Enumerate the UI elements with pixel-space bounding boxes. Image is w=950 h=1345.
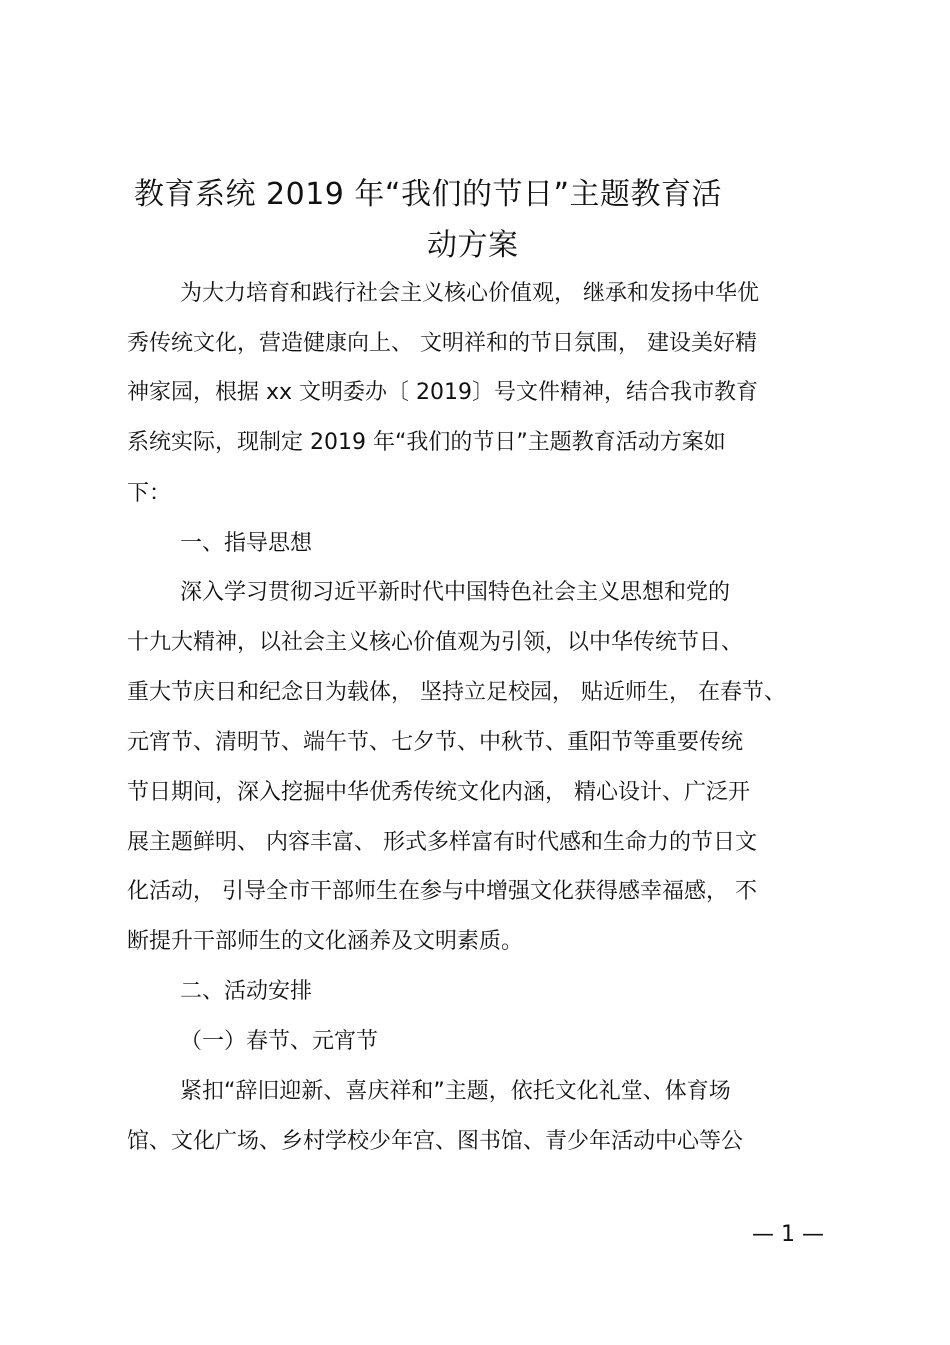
document-title-line-1: 教育系统 2019 年“我们的节日”主题教育活 bbox=[134, 177, 723, 212]
document-title-line-2: 动方案 bbox=[427, 228, 519, 263]
body-line: 馆、文化广场、乡村学校少年宫、图书馆、青少年活动中心等公 bbox=[127, 1129, 744, 1154]
body-line: 紧扣“辞旧迎新、喜庆祥和”主题，依托文化礼堂、体育场 bbox=[180, 1079, 731, 1104]
section-heading: 二、活动安排 bbox=[180, 979, 313, 1004]
body-line: 系统实际，现制定 2019 年“我们的节日”主题教育活动方案如 bbox=[127, 430, 726, 455]
body-line: 下： bbox=[127, 481, 172, 506]
body-line: 断提升干部师生的文化涵养及文明素质。 bbox=[127, 929, 524, 954]
body-line: 展主题鲜明、 内容丰富、 形式多样富有时代感和生命力的节日文 bbox=[127, 830, 757, 855]
body-line: 十九大精神，以社会主义核心价值观为引领，以中华传统节日、 bbox=[127, 630, 744, 655]
body-line: 化活动， 引导全市干部师生在参与中增强文化获得感幸福感， 不 bbox=[127, 879, 757, 904]
body-line: 节日期间，深入挖掘中华优秀传统文化内涵， 精心设计、广泛开 bbox=[127, 780, 750, 805]
body-line: 深入学习贯彻习近平新时代中国特色社会主义思想和党的 bbox=[180, 580, 731, 605]
body-line: 神家园，根据 xx 文明委办〔 2019〕号文件精神，结合我市教育 bbox=[127, 380, 759, 405]
body-line: 元宵节、清明节、端午节、七夕节、中秋节、重阳节等重要传统 bbox=[127, 730, 744, 755]
body-line: 为大力培育和践行社会主义核心价值观， 继承和发扬中华优 bbox=[180, 281, 759, 306]
page-number: — 1 — bbox=[752, 1222, 824, 1247]
body-line: 秀传统文化，营造健康向上、 文明祥和的节日氛围， 建设美好精 bbox=[127, 331, 757, 356]
subsection-heading: （一）春节、元宵节 bbox=[180, 1029, 379, 1054]
body-line: 重大节庆日和纪念日为载体， 坚持立足校园， 贴近师生， 在春节、 bbox=[127, 680, 786, 705]
section-heading: 一、指导思想 bbox=[180, 531, 313, 556]
